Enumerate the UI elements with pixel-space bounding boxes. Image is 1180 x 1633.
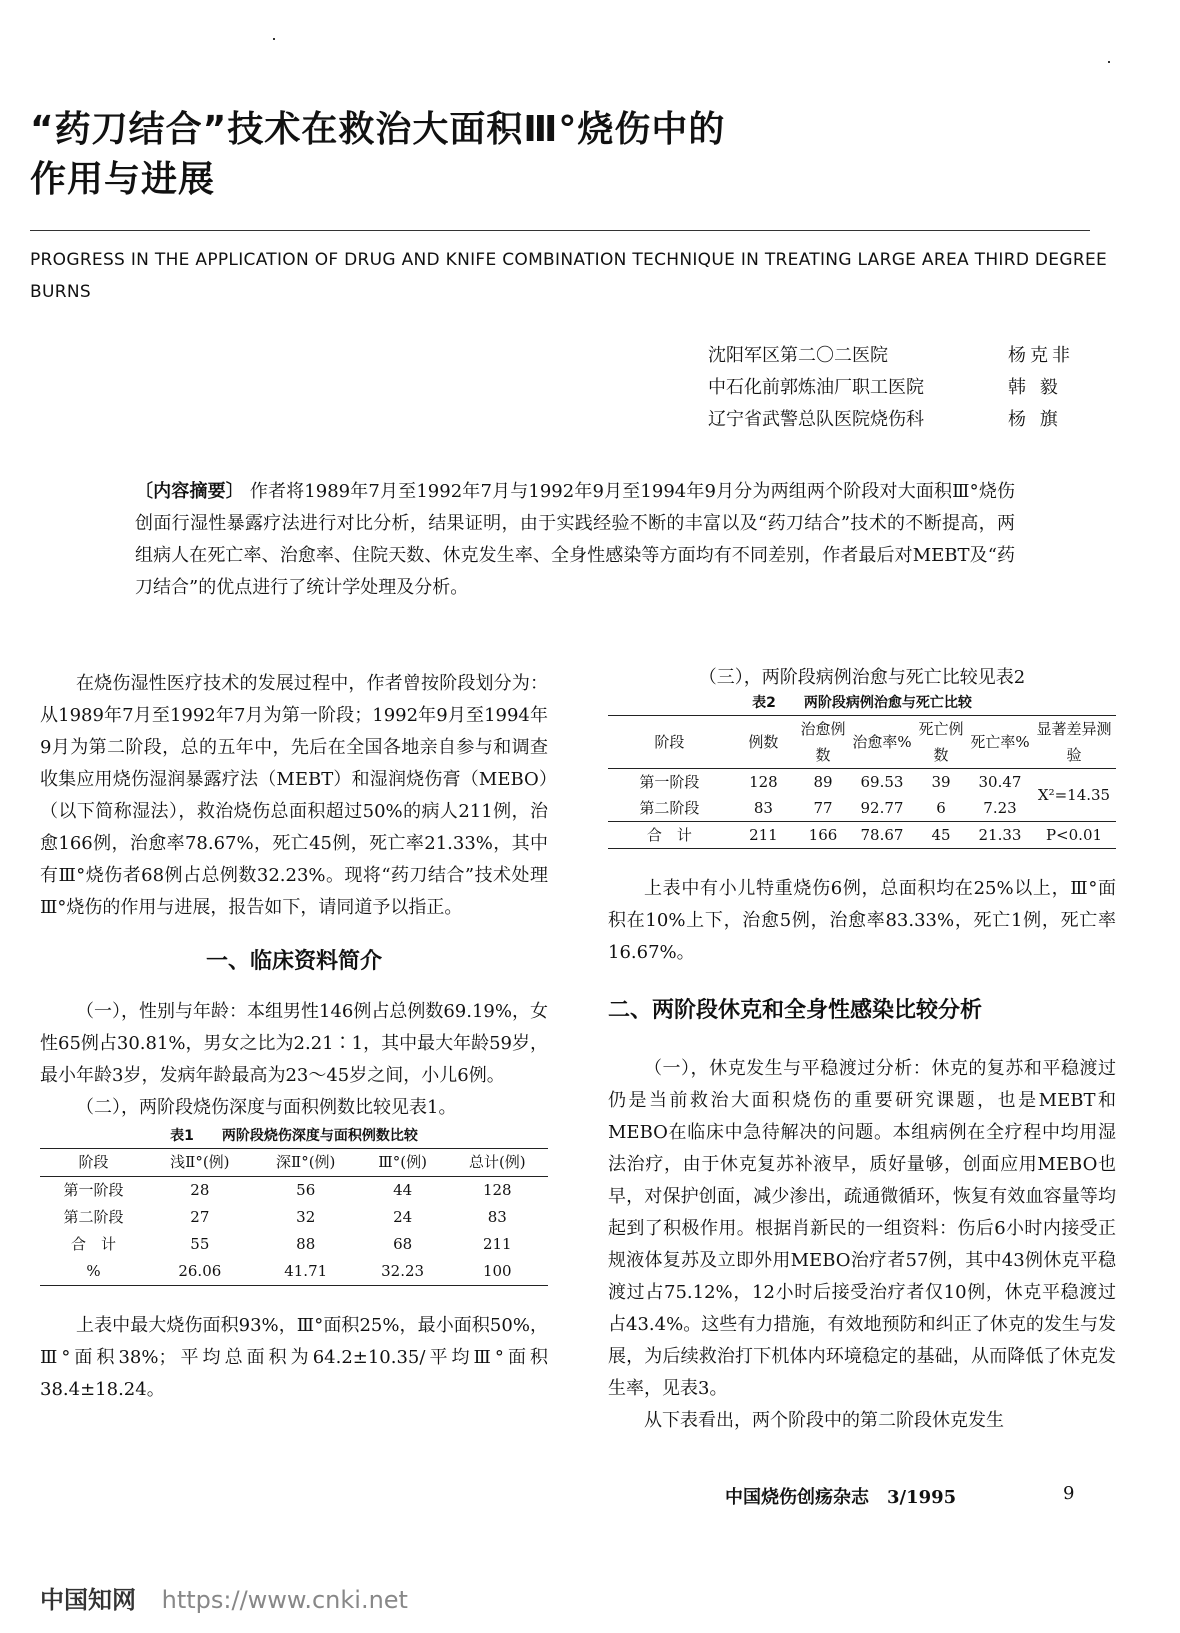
table-cell: 211: [482, 1235, 512, 1253]
body-paragraph: 从下表看出，两个阶段中的第二阶段休克发生: [644, 1410, 1004, 1431]
author-row: [708, 404, 1074, 436]
scan-speck: [273, 38, 275, 40]
column-header: 死亡例数: [918, 720, 964, 764]
author-affiliation: 辽宁省武警总队医院烧伤科: [708, 409, 924, 430]
table-cell: 88: [296, 1235, 316, 1253]
table-cell: 6: [936, 799, 946, 817]
body-paragraph: （一），性别与年龄：本组男性146例占总例数69.19%，女性65例占30.81%，男女之比为2.21∶1，其中最大年龄59岁，最小年龄3岁，发病年龄最高为23～45岁之间，小儿6例。: [40, 1001, 548, 1086]
table-row: [608, 769, 1116, 796]
table-row: [40, 1204, 548, 1231]
table-cell: 24: [393, 1208, 413, 1226]
table-cell: 合 计: [646, 826, 692, 844]
table-cell: X²=14.35: [1037, 786, 1111, 804]
column-header: 治愈例数: [800, 720, 846, 764]
author-name: 韩 毅: [1008, 377, 1062, 398]
table-number: 表1: [170, 1128, 194, 1144]
author-name: 杨克非: [1008, 345, 1074, 366]
table-row: [40, 1177, 548, 1205]
abstract-text: 作者将1989年7月至1992年7月与1992年9月至1994年9月分为两组两个阶段对大面积Ⅲ°烧伤创面行湿性暴露疗法进行对比分析，结果证明，由于实践经验不断的丰富以及“药刀结合”技术的不断提高，两组病人在死亡率、治愈率、住院天数、休克发生率、全身性感染等方面均有不同差别，作者最后对MEBT及“药刀结合”的优点进行了统计学处理及分析。: [135, 481, 1015, 598]
table-header-row: [608, 716, 1116, 769]
page-title: [30, 105, 1030, 205]
section-heading: 二、两阶段休克和全身性感染比较分析: [608, 998, 983, 1023]
column-header: 浅Ⅱ°(例): [170, 1153, 230, 1171]
table-header-row: [40, 1149, 548, 1177]
table-cell: 68: [393, 1235, 413, 1253]
table-cell: 32.23: [381, 1262, 425, 1280]
body-paragraph: （三），两阶段病例治愈与死亡比较见表2: [698, 667, 1026, 688]
cnki-logo: 中国知网: [40, 1586, 136, 1614]
english-title: PROGRESS IN THE APPLICATION OF DRUG AND KNIFE COMBINATION TECHNIQUE IN TREATING LARGE AREA THIRD DEGREE BURNS: [30, 250, 1108, 302]
author-row: [708, 340, 1074, 372]
column-header: Ⅲ°(例): [378, 1153, 427, 1171]
column-header: 深Ⅱ°(例): [276, 1153, 336, 1171]
author-affiliation: 中石化前郭炼油厂职工医院: [708, 377, 924, 398]
table-cell: 100: [482, 1262, 512, 1280]
table-1: [40, 1148, 548, 1286]
column-header: 治愈率%: [852, 733, 912, 751]
table-cell: 166: [808, 826, 838, 844]
abstract-label: 〔内容摘要〕: [135, 481, 244, 502]
table-cell: 83: [753, 799, 773, 817]
table-cell: 第二阶段: [63, 1208, 124, 1226]
table-cell: 44: [393, 1181, 413, 1199]
table-title: 两阶段病例治愈与死亡比较: [803, 695, 972, 711]
column-header: 阶段: [654, 733, 685, 751]
table-number: 表2: [752, 695, 776, 711]
table-cell: 211: [749, 826, 778, 844]
table-cell: 128: [749, 773, 778, 791]
left-column: [40, 668, 548, 1406]
table-cell: 第一阶段: [63, 1181, 124, 1199]
table-2: [608, 715, 1116, 849]
title-rule: [30, 230, 1090, 231]
table-cell: %: [86, 1262, 101, 1280]
abstract: [135, 476, 1015, 604]
table-cell: 合 计: [70, 1235, 116, 1253]
table-row: [40, 1231, 548, 1258]
author-block: [708, 340, 1074, 436]
table-cell: 83: [487, 1208, 507, 1226]
table-cell: 39: [931, 773, 951, 791]
column-header: 总计(例): [468, 1153, 526, 1171]
table-caption: [40, 1124, 548, 1148]
table-cell: 89: [813, 773, 833, 791]
author-name: 杨 旗: [1008, 409, 1062, 430]
title-line-1: “药刀结合”技术在救治大面积Ⅲ°烧伤中的: [30, 109, 726, 150]
table-cell: P<0.01: [1045, 826, 1103, 844]
title-line-2: 作用与进展: [30, 159, 216, 200]
table-note: 上表中最大烧伤面积93%，Ⅲ°面积25%，最小面积50%，Ⅲ°面积38%；平均总面积为64.2±10.35/平均Ⅲ°面积38.4±18.24。: [40, 1315, 548, 1400]
scan-speck: [1108, 61, 1110, 63]
table-cell: 21.33: [978, 826, 1022, 844]
table-cell: 56: [296, 1181, 316, 1199]
table-cell: 32: [296, 1208, 316, 1226]
table-cell: 78.67: [860, 826, 904, 844]
column-header: 例数: [748, 733, 779, 751]
table-cell: 26.06: [178, 1262, 222, 1280]
column-header: 阶段: [78, 1153, 109, 1171]
table-cell: 45: [931, 826, 951, 844]
table-cell: 30.47: [978, 773, 1022, 791]
table-row: [40, 1258, 548, 1286]
page-number: 9: [1063, 1483, 1075, 1504]
table-cell: 28: [190, 1181, 210, 1199]
table-cell: 第二阶段: [639, 799, 700, 817]
table-cell: 77: [813, 799, 833, 817]
table-cell: 92.77: [860, 799, 904, 817]
column-header: 死亡率%: [970, 733, 1030, 751]
body-paragraph: （一），休克发生与平稳渡过分析：休克的复苏和平稳渡过仍是当前救治大面积烧伤的重要研究课题，也是MEBT和MEBO在临床中急待解决的问题。本组病例在全疗程中均用湿法治疗，由于休克复苏补液早，质好量够，创面应用MEBO也早，对保护创面，减少渗出，疏通微循环，恢复有效血容量等均起到了积极作用。根据肖新民的一组资料：伤后6小时内接受正规液体复苏及立即外用MEBO治疗者57例，其中43例休克平稳渡过占75.12%，12小时后接受治疗者仅10例，休克平稳渡过占43.4%。这些有力措施，有效地预防和纠正了休克的发生与发展，为后续救治打下机体内环境稳定的基础，从而降低了休克发生率，见表3。: [608, 1058, 1116, 1399]
table-cell: 27: [190, 1208, 210, 1226]
cnki-url[interactable]: https://www.cnki.net: [161, 1586, 408, 1614]
table-cell: 128: [482, 1181, 512, 1199]
journal-footer: 中国烧伤创疡杂志 3/1995: [725, 1487, 957, 1508]
table-cell: 55: [190, 1235, 210, 1253]
table-cell: 第一阶段: [639, 773, 700, 791]
table-title: 两阶段烧伤深度与面积例数比较: [221, 1128, 418, 1144]
author-row: [708, 372, 1074, 404]
table-cell: 69.53: [860, 773, 904, 791]
table-cell: 7.23: [983, 799, 1017, 817]
cnki-watermark: [40, 1580, 408, 1615]
table-cell: 41.71: [284, 1262, 328, 1280]
column-header: 显著差异测验: [1036, 720, 1112, 764]
section-heading: 一、临床资料简介: [205, 949, 382, 974]
intro-paragraph: 在烧伤湿性医疗技术的发展过程中，作者曾按阶段划分为：从1989年7月至1992年7月为第一阶段；1992年9月至1994年9月为第二阶段，总的五年中，先后在全国各地亲自参与和调查收集应用烧伤湿润暴露疗法（MEBT）和湿润烧伤膏（MEBO）（以下简称湿法），救治烧伤总面积超过50%的病人211例，治愈166例，治愈率78.67%，死亡45例，死亡率21.33%，其中有Ⅲ°烧伤者68例占总例数32.23%。现将“药刀结合”技术处理Ⅲ°烧伤的作用与进展，报告如下，请同道予以指正。: [40, 673, 548, 918]
table-note: 上表中有小儿特重烧伤6例，总面积均在25%以上，Ⅲ°面积在10%上下，治愈5例，治愈率83.33%，死亡1例，死亡率16.67%。: [608, 878, 1116, 963]
author-affiliation: 沈阳军区第二〇二医院: [708, 345, 888, 366]
body-paragraph: （二），两阶段烧伤深度与面积例数比较见表1。: [76, 1097, 457, 1118]
right-column: [608, 665, 1116, 1437]
table-caption: [608, 691, 1116, 715]
table-row: [608, 822, 1116, 849]
